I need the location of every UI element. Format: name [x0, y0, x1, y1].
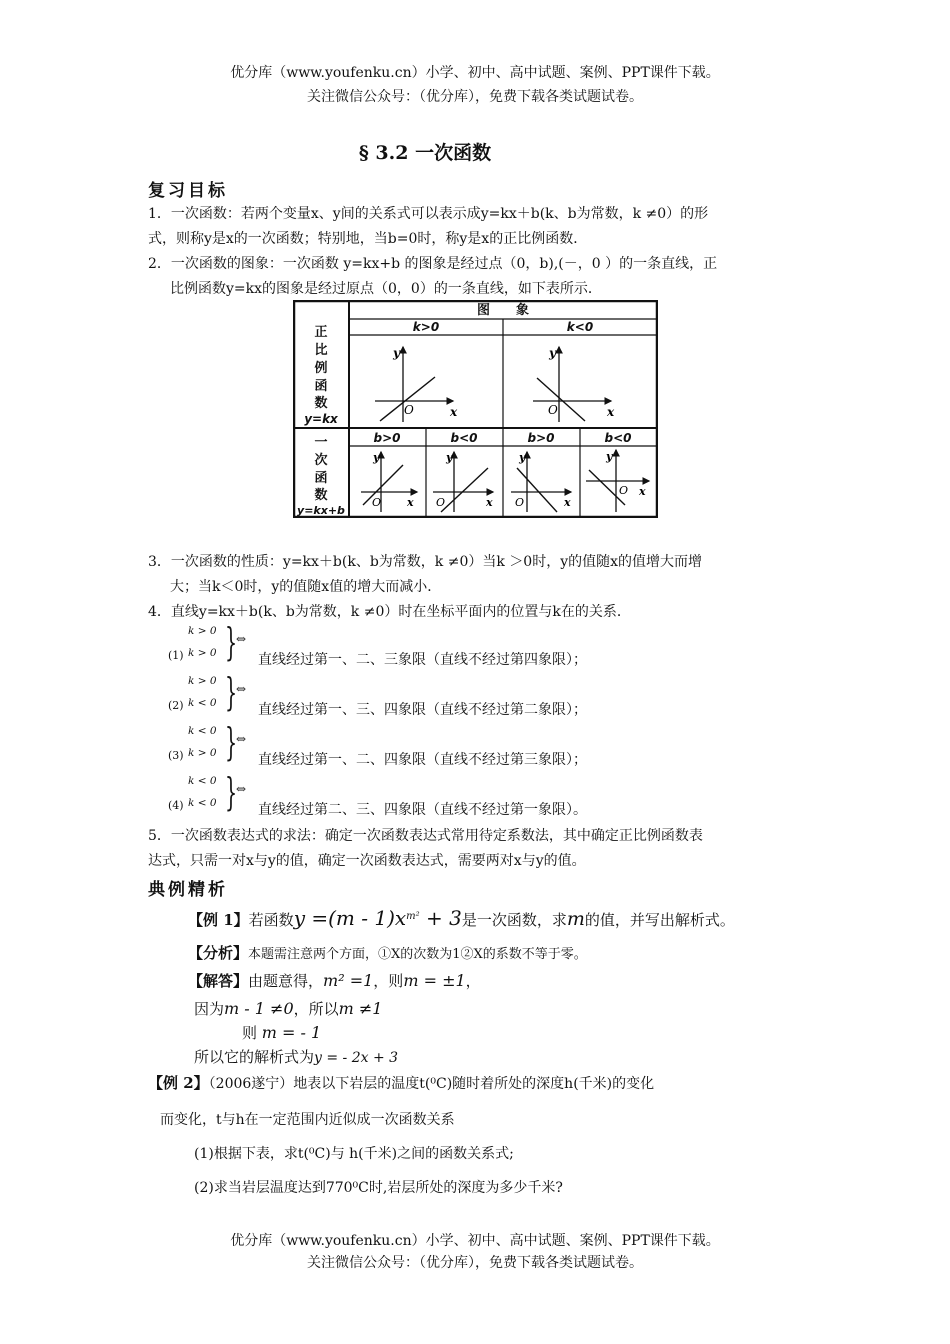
- graph-kxb-2: [433, 451, 493, 512]
- case-num: (3): [168, 749, 184, 762]
- iff-symbol: ⇔: [236, 682, 247, 696]
- section-heading-examples: 典例精析: [148, 880, 228, 900]
- col-b-neg-2: b<0: [604, 431, 632, 445]
- example-2-question-1: (1)根据下表，求t(⁰C)与 h(千米)之间的函数关系式;: [194, 1146, 514, 1162]
- graph5-origin: O: [515, 496, 525, 509]
- then-line: [242, 1022, 321, 1043]
- graph-kx-pos: [375, 346, 458, 422]
- table-header: 图 象: [476, 303, 530, 318]
- example-2-text-a: （2006遂宁）地表以下岩层的温度t(⁰C)随时着所处的深度h(千米)的变化: [208, 1076, 655, 1092]
- case-num: (4): [168, 799, 184, 812]
- answer-line: [188, 970, 481, 991]
- example-1-pre: 若函数: [248, 911, 294, 929]
- col-k-neg: k<0: [566, 320, 594, 334]
- row1-label-0: 正: [314, 325, 328, 340]
- review-item-4: 4．直线y=kx＋b(k、b为常数，k ≠0）时在坐标平面内的位置与k在的关系．: [148, 604, 631, 620]
- because-mid: ，所以: [293, 1000, 339, 1018]
- row1-formula: y=kx: [304, 412, 338, 426]
- example-2-question-2: (2)求当岩层温度达到770⁰C时,岩层所处的深度为多少千米?: [194, 1180, 563, 1196]
- footer-line-1: 优分库（www.youfenku.cn）小学、初中、高中试题、案例、PPT课件下载。: [230, 1233, 720, 1249]
- example-1-line: [188, 906, 735, 930]
- result-pre: 所以它的解析式为: [194, 1048, 315, 1066]
- page-title: § 3.2 一次函数: [358, 142, 492, 164]
- review-item-5-line-b: 达式，只需一对x与y的值，确定一次函数表达式，需要两对x与y的值。: [148, 853, 586, 869]
- row1-label-2: 例: [314, 361, 328, 376]
- because-pre: 因为: [194, 1000, 225, 1018]
- case-k: k < 0: [188, 725, 217, 737]
- review-item-1-line-b: 式，则称y是x的一次函数；特别地，当b=0时，称y是x的正比例函数．: [148, 231, 588, 247]
- example-1-post: 是一次函数，求: [461, 911, 567, 929]
- col-b-neg-1: b<0: [450, 431, 478, 445]
- answer-tag: 【解答】: [188, 972, 249, 990]
- graph6-origin: O: [619, 484, 629, 497]
- case-text: 直线经过第一、二、三象限（直线不经过第四象限）；: [258, 652, 587, 668]
- graph2-y: y: [549, 346, 556, 360]
- example-1-formula-base: y =(m - 1)x: [293, 906, 407, 930]
- review-item-2-line-a: 2．一次函数的图象：一次函数 y=kx+b 的图象是经过点（0，b),(－，0 ）的一条直线，正: [148, 256, 718, 272]
- iff-symbol: ⇔: [236, 632, 247, 646]
- case-b: k > 0: [188, 747, 217, 759]
- review-item-3-line-a: 3．一次函数的性质：y=kx＋b(k、b为常数，k ≠0）当k ＞0时，y的值随x的值增大而增: [148, 554, 703, 570]
- case-k: k < 0: [188, 775, 217, 787]
- example-1-formula-exp: m²: [406, 911, 420, 922]
- result-eq: y = - 2x + 3: [314, 1050, 399, 1066]
- graph2-x: x: [607, 405, 615, 419]
- answer-eq1: m² =1: [323, 971, 374, 990]
- case-text: 直线经过第二、三、四象限（直线不经过第一象限）。: [258, 802, 587, 818]
- graph4-x: x: [486, 496, 493, 509]
- because-line: [194, 998, 382, 1019]
- header-line-2: 关注微信公众号：（优分库），免费下载各类试题试卷。: [307, 89, 643, 105]
- iff-symbol: ⇔: [236, 732, 247, 746]
- row2-label-0: 一: [314, 435, 328, 450]
- case-b: k < 0: [188, 697, 217, 709]
- case-b: k < 0: [188, 797, 217, 809]
- graph1-origin: O: [404, 403, 414, 417]
- row1-label-1: 比: [314, 343, 328, 358]
- graph-kxb-3: [511, 451, 571, 512]
- review-item-2-line-b: 比例函数y=kx的图象是经过原点（0，0）的一条直线，如下表所示．: [170, 281, 602, 297]
- case-num: (1): [168, 649, 184, 662]
- example-2-line-b: 而变化，t与h在一定范围内近似成一次函数关系: [160, 1112, 455, 1128]
- answer-end: ，: [465, 972, 481, 990]
- row1-label-4: 数: [314, 396, 328, 411]
- review-item-1-line-a: 1．一次函数：若两个变量x、y间的关系式可以表示成y=kx＋b(k、b为常数，k ≠0）的形: [148, 206, 709, 222]
- col-b-pos-2: b>0: [527, 431, 555, 445]
- graph-kxb-4: [586, 450, 649, 512]
- because-eq2: m ≠1: [338, 999, 383, 1018]
- answer-pre: 由题意得，: [248, 972, 324, 990]
- case-num: (2): [168, 699, 184, 712]
- example-2-tag: 【例 2】: [148, 1074, 209, 1092]
- example-1-tag: 【例 1】: [188, 911, 249, 929]
- example-1-m: m: [566, 908, 585, 930]
- graph-kx-neg: [533, 346, 615, 422]
- analysis-tag: 【分析】: [188, 944, 249, 962]
- graph4-origin: O: [436, 496, 446, 509]
- graph6-y: y: [606, 450, 613, 463]
- answer-mid: ，则: [373, 972, 404, 990]
- graph1-y: y: [393, 346, 400, 360]
- graph3-y: y: [373, 451, 380, 464]
- case-text: 直线经过第一、三、四象限（直线不经过第二象限）；: [258, 702, 587, 718]
- case-text: 直线经过第一、二、四象限（直线不经过第三象限）；: [258, 752, 587, 768]
- result-line: [194, 1046, 398, 1067]
- because-eq: m - 1 ≠0: [224, 999, 294, 1018]
- answer-eq2: m = ±1: [403, 971, 466, 990]
- header-line-1: 优分库（www.youfenku.cn）小学、初中、高中试题、案例、PPT课件下载。: [230, 65, 720, 81]
- example-1-end: 的值，并写出解析式。: [584, 911, 735, 929]
- row2-formula: y=kx+b: [297, 504, 345, 517]
- case-k: k > 0: [188, 675, 217, 687]
- example-2-line-a: [148, 1072, 654, 1093]
- example-1-formula-tail: + 3: [419, 906, 462, 930]
- graph4-y: y: [446, 451, 453, 464]
- row2-label-3: 数: [314, 488, 328, 503]
- graph2-origin: O: [548, 403, 558, 417]
- iff-symbol: ⇔: [236, 782, 247, 796]
- graph5-x: x: [564, 496, 571, 509]
- col-b-pos-1: b>0: [373, 431, 401, 445]
- graph-kxb-1: [361, 451, 417, 512]
- col-k-pos: k>0: [412, 320, 440, 334]
- row1-label-3: 函: [314, 379, 328, 394]
- then-eq: m = - 1: [261, 1023, 322, 1042]
- footer-line-2: 关注微信公众号：（优分库），免费下载各类试题试卷。: [307, 1255, 643, 1271]
- analysis-line: [188, 942, 587, 963]
- row2-label-2: 函: [314, 471, 328, 486]
- case-b: k > 0: [188, 647, 217, 659]
- row2-label-1: 次: [314, 453, 328, 468]
- graph-table: [293, 300, 658, 518]
- graph5-y: y: [519, 451, 526, 464]
- case-k: k > 0: [188, 625, 217, 637]
- graph1-x: x: [450, 405, 458, 419]
- graph6-x: x: [639, 485, 646, 498]
- review-item-3-line-b: 大；当k＜0时，y的值随x值的增大而减小．: [170, 579, 442, 595]
- graph3-x: x: [407, 496, 414, 509]
- analysis-text: 本题需注意两个方面，①X的次数为1②X的系数不等于零。: [248, 947, 587, 962]
- then-pre: 则: [242, 1024, 258, 1042]
- graph3-origin: O: [372, 496, 382, 509]
- section-heading-review: 复习目标: [148, 181, 228, 201]
- review-item-5-line-a: 5．一次函数表达式的求法：确定一次函数表达式常用待定系数法，其中确定正比例函数表: [148, 828, 703, 844]
